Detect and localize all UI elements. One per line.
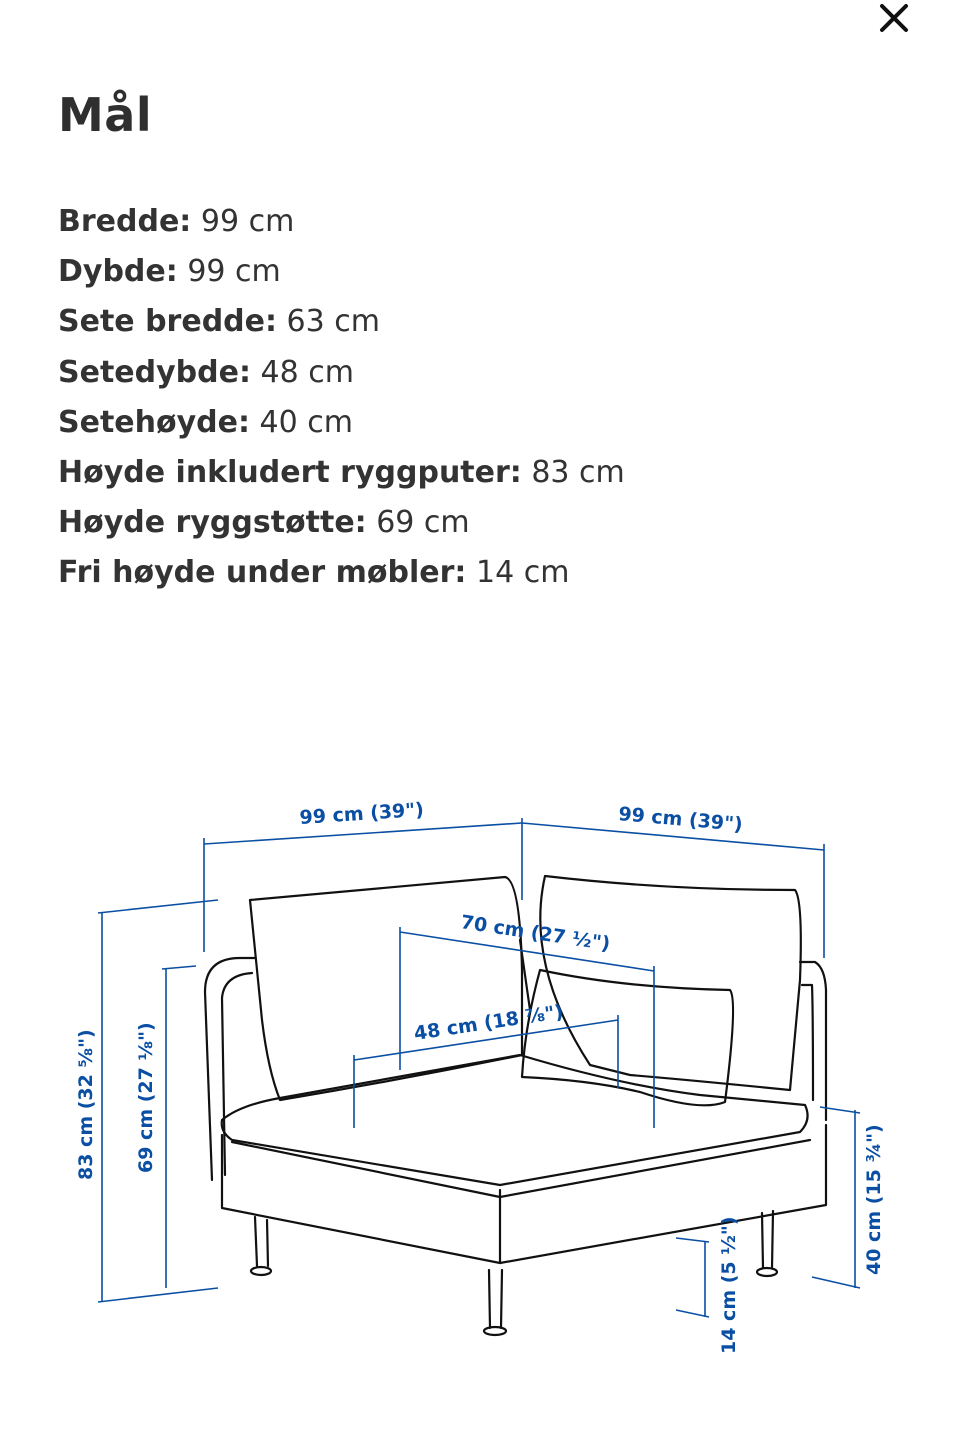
- dimension-label: Høyde ryggstøtte:: [58, 505, 367, 541]
- dimension-value: 69 cm: [376, 505, 470, 541]
- label-height-backrest: 69 cm (27 ⅛"): [135, 1022, 157, 1173]
- dimension-seat-height: [58, 398, 625, 448]
- close-button[interactable]: [870, 0, 918, 36]
- dimension-width: [58, 197, 625, 247]
- page-title: Mål: [58, 88, 153, 142]
- label-width-right: 99 cm (39"): [617, 803, 744, 836]
- label-width-left: 99 cm (39"): [298, 798, 425, 829]
- dimension-depth: [58, 247, 625, 297]
- dimension-label: Fri høyde under møbler:: [58, 555, 467, 591]
- dimension-label: Sete bredde:: [58, 304, 277, 340]
- dimension-value: 99 cm: [200, 204, 295, 239]
- dimensions-list: [58, 197, 625, 599]
- dimension-value: 63 cm: [286, 304, 380, 340]
- dimension-value: 48 cm: [260, 354, 354, 390]
- dimension-value: 40 cm: [259, 404, 353, 440]
- label-seat-height: 40 cm (15 ¾"): [863, 1124, 885, 1275]
- dimension-seat-width: [58, 297, 625, 347]
- dimension-value: 99 cm: [187, 254, 281, 290]
- dimension-floor-clearance: [58, 548, 625, 598]
- label-floor-clearance: 14 cm (5 ½"): [718, 1216, 740, 1354]
- dimension-label: Setehøyde:: [58, 404, 250, 440]
- dimension-height-backrest: [58, 498, 625, 548]
- dimension-labels: [75, 799, 885, 1354]
- dimension-label: Høyde inkludert ryggputer:: [58, 455, 522, 491]
- dimension-value: 83 cm: [531, 455, 625, 491]
- label-height-cushions: 83 cm (32 ⅝"): [75, 1029, 97, 1180]
- dimension-label: Setedybde:: [58, 354, 251, 390]
- label-seat-width: 70 cm (27 ½"): [459, 911, 612, 956]
- dimension-label: Dybde:: [58, 254, 178, 290]
- dimension-seat-depth: [58, 348, 625, 398]
- dimension-label: Bredde:: [58, 204, 192, 239]
- dimension-diagram: [0, 780, 960, 1420]
- dimension-lines: [98, 818, 860, 1317]
- close-icon: [878, 2, 910, 34]
- dimension-height-cushions: [58, 448, 625, 498]
- dimension-value: 14 cm: [475, 555, 570, 591]
- label-seat-depth: 48 cm (18 ⅞"): [412, 1000, 565, 1045]
